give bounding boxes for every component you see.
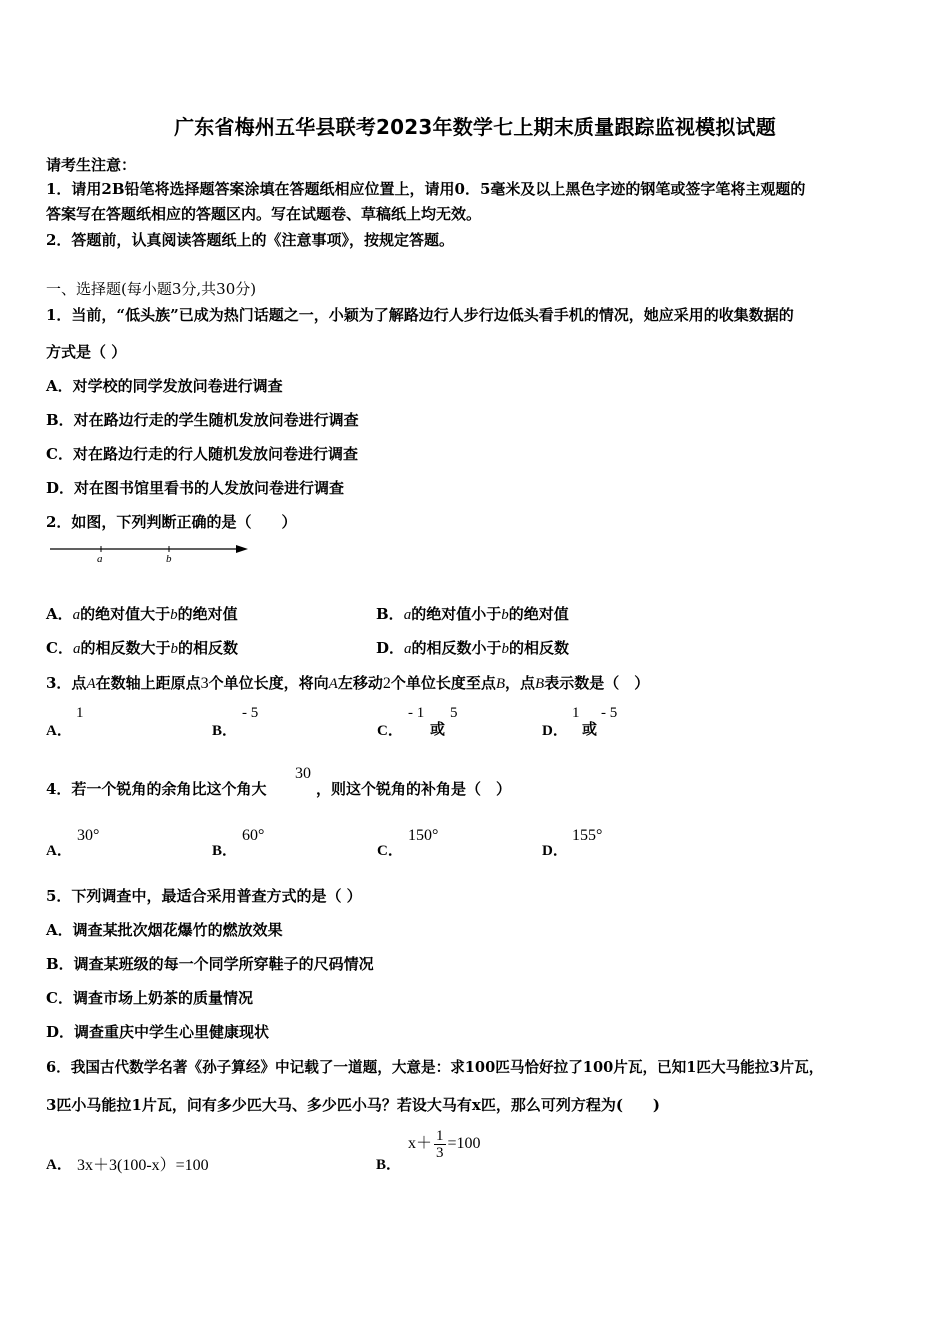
q1-stem-line-2: 方式是（ ） [46,343,127,361]
q6-option-b-label: B． [376,1157,402,1173]
q4-option-b-value: 60° [242,827,265,844]
notice-line-3: 2．答题前，认真阅读答题纸上的《注意事项》，按规定答题。 [46,231,454,249]
q3-option-b-value: - 5 [242,705,259,721]
q6-option-a-label: A． [46,1157,72,1173]
q6-option-a-equation: 3x＋3(100-x）=100 [77,1157,209,1174]
fraction-one-third: $\frac{1}{3}$ [436,1128,444,1161]
q4-stem-part-2: ，则这个锐角的补角是（ ） [316,780,512,798]
q5-option-c: C．调查市场上奶茶的质量情况 [46,989,253,1007]
q6-stem-line-1: 6．我国古代数学名著《孙子算经》中记载了一道题，大意是：求100匹马恰好拉了100片瓦，已知1匹大马能拉3片瓦， [46,1059,824,1076]
q3-option-c-value-2: 5 [450,705,458,721]
q6-stem-line-2: 3匹小马能拉1片瓦，问有多少匹大马、多少匹小马？若设大马有x匹，那么可列方程为( ) [46,1096,661,1114]
q4-option-a-value: 30° [77,827,100,844]
q4-stem-number: 30 [295,765,311,782]
q5-option-a: A．调查某批次烟花爆竹的燃放效果 [46,921,283,939]
q4-option-c-value: 150° [408,827,439,844]
number-line-figure [46,538,256,568]
q4-option-c-label: C． [377,843,403,859]
q5-option-d: D．调查重庆中学生心里健康现状 [46,1023,270,1041]
notice-line-2: 答案写在答题纸相应的答题区内。写在试题卷、草稿纸上均无效。 [46,205,482,223]
q1-option-c: C．对在路边行走的行人随机发放问卷进行调查 [46,445,358,463]
q6-option-b-equation: x＋ $\frac{1}{3}$ =100 [408,1128,481,1161]
page-title: 广东省梅州五华县联考2023年数学七上期末质量跟踪监视模拟试题 [174,115,776,139]
q2-option-d: D．a的相反数小于b的相反数 [376,639,570,657]
q3-option-a-value: 1 [76,705,84,721]
q3-option-d-value-2: - 5 [601,705,618,721]
q1-option-b: B．对在路边行走的学生随机发放问卷进行调查 [46,411,359,429]
notice-heading: 请考生注意： [46,156,137,174]
q3-option-b-label: B． [212,723,238,739]
q1-option-d: D．对在图书馆里看书的人发放问卷进行调查 [46,479,345,497]
q2-stem: 2．如图，下列判断正确的是（ ） [46,513,297,531]
label-b: b [166,553,172,565]
q4-option-b-label: B． [212,843,238,859]
number-line-arrow [236,545,248,553]
q4-stem-part-1: 4．若一个锐角的余角比这个角大 [46,780,267,798]
q3-option-c-value-1: - 1 [408,705,425,721]
q3-option-c-label: C． [377,723,403,739]
q3-option-d-or: 或 [582,720,598,738]
q5-option-b: B．调查某班级的每一个同学所穿鞋子的尺码情况 [46,955,374,973]
q2-option-a: A．a的绝对值大于b的绝对值 [46,605,238,623]
q2-option-c: C．a的相反数大于b的相反数 [46,639,238,657]
notice-line-1: 1．请用2B铅笔将选择题答案涂填在答题纸相应位置上，请用0．5毫米及以上黑色字迹的钢笔或签字笔将主观题的 [46,180,806,198]
q3-stem: 3．点A在数轴上距原点3个单位长度，将向A左移动2个单位长度至点B，点B表示数是（ ） [46,674,650,692]
q3-option-d-value-1: 1 [572,705,580,721]
label-a: a [97,553,103,565]
q3-option-d-label: D． [542,723,568,739]
q2-option-b: B．a的绝对值小于b的绝对值 [376,605,569,623]
q4-option-d-value: 155° [572,827,603,844]
q5-stem: 5．下列调查中，最适合采用普查方式的是（ ） [46,887,362,905]
q4-option-a-label: A． [46,843,72,859]
section-heading: 一、选择题(每小题3分,共30分) [46,280,257,298]
q3-option-a-label: A． [46,723,72,739]
q1-stem-line-1: 1．当前，“低头族”已成为热门话题之一，小颖为了解路边行人步行边低头看手机的情况，她应采用的收集数据的 [46,306,794,324]
q4-option-d-label: D． [542,843,568,859]
q1-option-a: A．对学校的同学发放问卷进行调查 [46,377,283,395]
q3-option-c-or: 或 [430,720,446,738]
